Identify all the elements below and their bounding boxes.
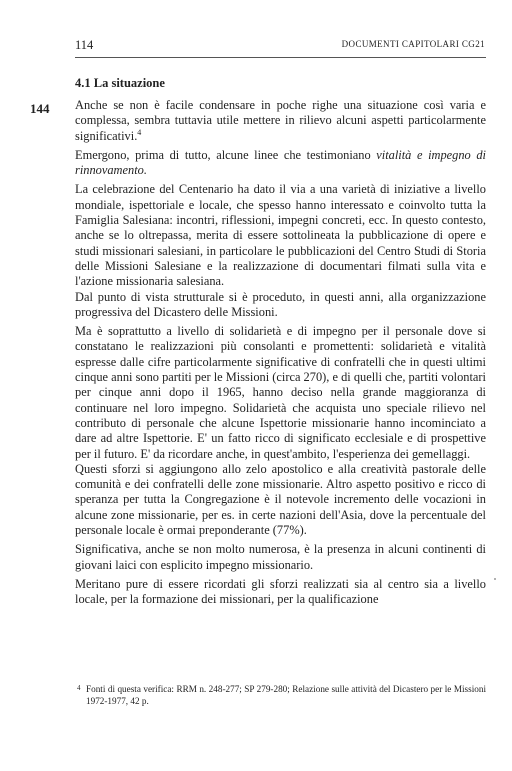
paragraph-3: La celebrazione del Centenario ha dato il via a una varietà di iniziative a livello mondiale, ispettoriale e locale, che spesso hanno interessato e coinvolto tutta la Famiglia Salesiana: incontri, riflessioni, impegni concreti, ecc. In questo contesto, anche se lo oltrepassa, merita di essere sottolineata la pubblicazione di opere e studi missionari salesiani, in particolare le pubblicazioni del Centro Studi di Storia delle Missioni Salesiane e la realizzazione di documentari filmati sulla vita e l'azione missionaria salesiana.: [75, 182, 486, 289]
header-rule: [75, 57, 486, 58]
paragraph-6: Questi sforzi si aggiungono allo zelo apostolico e alla creatività pastorale delle comunità e dei confratelli delle zone missionarie. Altro aspetto positivo e ricco di speranza per tutta la Congregazione è il notevole incremento delle vocazioni in alcune zone missionarie, per es. in certe nazioni dell'Asia, dove la percentuale del personale locale è ormai preponderante (77%).: [75, 461, 486, 538]
stray-mark: [494, 578, 496, 580]
running-head: DOCUMENTI CAPITOLARI CG21: [341, 39, 485, 49]
margin-paragraph-number: 144: [30, 101, 50, 116]
paragraph-2-emphasis: vitalità e impegno di rinnovamento.: [75, 147, 486, 178]
footnote: [75, 683, 486, 707]
footnote-mark: 4: [77, 684, 81, 692]
footnote-text: Fonti di questa verifica: RRM n. 248-277; SP 279-280; Relazione sulle attività del Dicastero per le Missioni 1972-1977, 42 p.: [86, 684, 486, 706]
paragraph-8: Meritano pure di essere ricordati gli sforzi realizzati sia al centro sia a livello locale, per la formazione dei missionari, per la qualificazione: [75, 576, 486, 607]
paragraph-7: Significativa, anche se non molto numerosa, è la presenza in alcuni continenti di giovani laici con esplicito impegno missionario.: [75, 542, 486, 572]
paragraph-2: [75, 148, 486, 179]
paragraph-4: Dal punto di vista strutturale si è proceduto, in questi anni, alla organizzazione progressiva del Dicastero delle Missioni.: [75, 289, 486, 319]
page-header: [75, 38, 485, 54]
paragraph-2-text: Emergono, prima di tutto, alcune linee che testimoniano: [75, 147, 377, 162]
section-title: 4.1 La situazione: [75, 76, 165, 90]
paragraph-5: Ma è soprattutto a livello di solidarietà e di impegno per il personale dove si constatano le realizzazioni più consolanti e promettenti: solidarietà e vitalità espresse dalle cifre particolarmente significative di confratelli che in questi ultimi cinque anni sono partiti per le Missioni (circa 270), e di quelli che, partiti volontari per cinque anni dopo il 1965, hanno deciso nella grande maggioranza di continuare nel loro impegno. Solidarietà che acquista uno speciale rilievo nel contributo di personale che alcune Ispettorie missionarie hanno incominciato a dare ad altre Ispettorie. E' un fatto ricco di significato ecclesiale e di prospettive per il futuro. E' da ricordare anche, in quest'ambito, l'esperienza dei gemellaggi.: [75, 324, 486, 461]
page-number: 114: [75, 38, 94, 52]
body-text: [75, 98, 486, 612]
footnote-reference[interactable]: 4: [137, 127, 142, 137]
paragraph-1-text: Anche se non è facile condensare in poche righe una situazione così varia e complessa, sembra tuttavia utile mettere in rilievo alcuni aspetti particolarmente significativi.: [75, 98, 486, 143]
paragraph-1: [75, 98, 486, 144]
